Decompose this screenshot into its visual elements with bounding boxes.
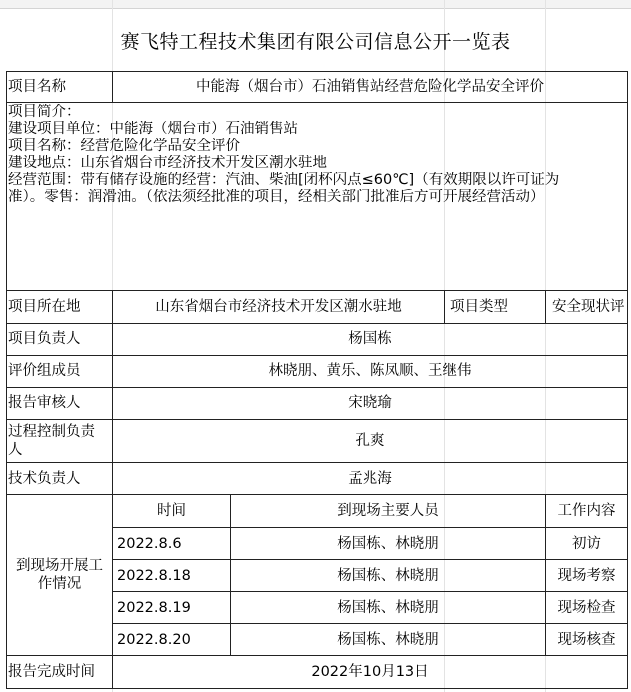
process-control-label-line1: 过程控制负责: [8, 424, 95, 440]
intro-line: 建设项目单位：中能海（烟台市）石油销售站: [8, 121, 298, 137]
completion-value: 2022年10月13日: [311, 664, 429, 680]
site-work-label-line1: 到现场开展工: [16, 558, 103, 574]
site-work-label-line2: 作情况: [37, 576, 82, 592]
site-visit-people: 杨国栋、林晓朋: [337, 600, 439, 616]
site-work-header-content: 工作内容: [557, 503, 616, 519]
intro-line: 建设地点：山东省烟台市经济技术开发区潮水驻地: [8, 155, 327, 171]
intro-line: 准）。零售：润滑油。（依法须经批准的项目，经相关部门批准后方可开展经营活动）: [8, 189, 545, 205]
site-visit-content: 现场检查: [557, 600, 616, 616]
project-intro: [8, 104, 628, 206]
site-visit-time: 2022.8.6: [117, 536, 182, 552]
table-border: [112, 290, 113, 688]
site-visit-time: 2022.8.19: [117, 600, 191, 616]
intro-line: 项目名称：经营危险化学品安全评价: [8, 138, 240, 154]
tech-leader-label: 技术负责人: [8, 471, 81, 487]
table-border: [6, 323, 628, 324]
table-border: [6, 688, 628, 689]
site-work-header-people: 到现场主要人员: [337, 503, 439, 519]
document-title: 赛飞特工程技术集团有限公司信息公开一览表: [120, 31, 511, 53]
site-visit-people: 杨国栋、林晓朋: [337, 632, 439, 648]
leader-value: 杨国栋: [348, 331, 392, 347]
location-label: 项目所在地: [8, 299, 81, 315]
tech-leader-value: 孟兆海: [348, 471, 392, 487]
table-border: [6, 419, 628, 420]
table-border: [6, 102, 628, 103]
process-control-value: 孔爽: [355, 433, 385, 449]
site-visit-content: 初访: [572, 536, 601, 552]
table-border: [112, 527, 628, 528]
table-border: [6, 462, 628, 463]
table-border: [6, 387, 628, 388]
table-border: [6, 494, 628, 495]
site-visit-content: 现场核查: [557, 632, 616, 648]
table-border: [6, 655, 628, 656]
project-type-label: 项目类型: [450, 299, 508, 315]
table-border: [444, 290, 445, 323]
table-border: [112, 559, 628, 560]
team-value: 林晓朋、黄乐、陈凤顺、王继伟: [268, 363, 472, 379]
site-visit-people: 杨国栋、林晓朋: [337, 536, 439, 552]
table-border: [6, 71, 628, 72]
location-value: 山东省烟台市经济技术开发区潮水驻地: [155, 299, 402, 315]
site-visit-people: 杨国栋、林晓朋: [337, 568, 439, 584]
table-border: [6, 355, 628, 356]
project-name-label: 项目名称: [8, 79, 66, 95]
completion-label: 报告完成时间: [8, 664, 95, 680]
table-border: [6, 71, 7, 688]
site-visit-content: 现场考察: [557, 568, 616, 584]
table-border: [545, 290, 546, 323]
intro-line: 项目简介：: [8, 104, 81, 120]
table-border: [6, 290, 628, 291]
team-label: 评价组成员: [8, 363, 81, 379]
table-border: [112, 591, 628, 592]
reviewer-label: 报告审核人: [8, 395, 81, 411]
site-work-header-time: 时间: [157, 503, 186, 519]
process-control-label-line2: 人: [8, 442, 23, 458]
project-name-value: 中能海（烟台市）石油销售站经营危险化学品安全评价: [196, 79, 544, 95]
table-border: [112, 623, 628, 624]
leader-label: 项目负责人: [8, 331, 81, 347]
intro-line: 经营范围：带有储存设施的经营：汽油、柴油[闭杯闪点≤60℃]（有效期限以许可证为: [8, 172, 560, 188]
site-visit-time: 2022.8.20: [117, 632, 191, 648]
spreadsheet-column-header-strip: [0, 0, 631, 9]
site-visit-time: 2022.8.18: [117, 568, 191, 584]
reviewer-value: 宋晓瑜: [348, 395, 392, 411]
project-type-value: 安全现状评: [552, 299, 625, 315]
